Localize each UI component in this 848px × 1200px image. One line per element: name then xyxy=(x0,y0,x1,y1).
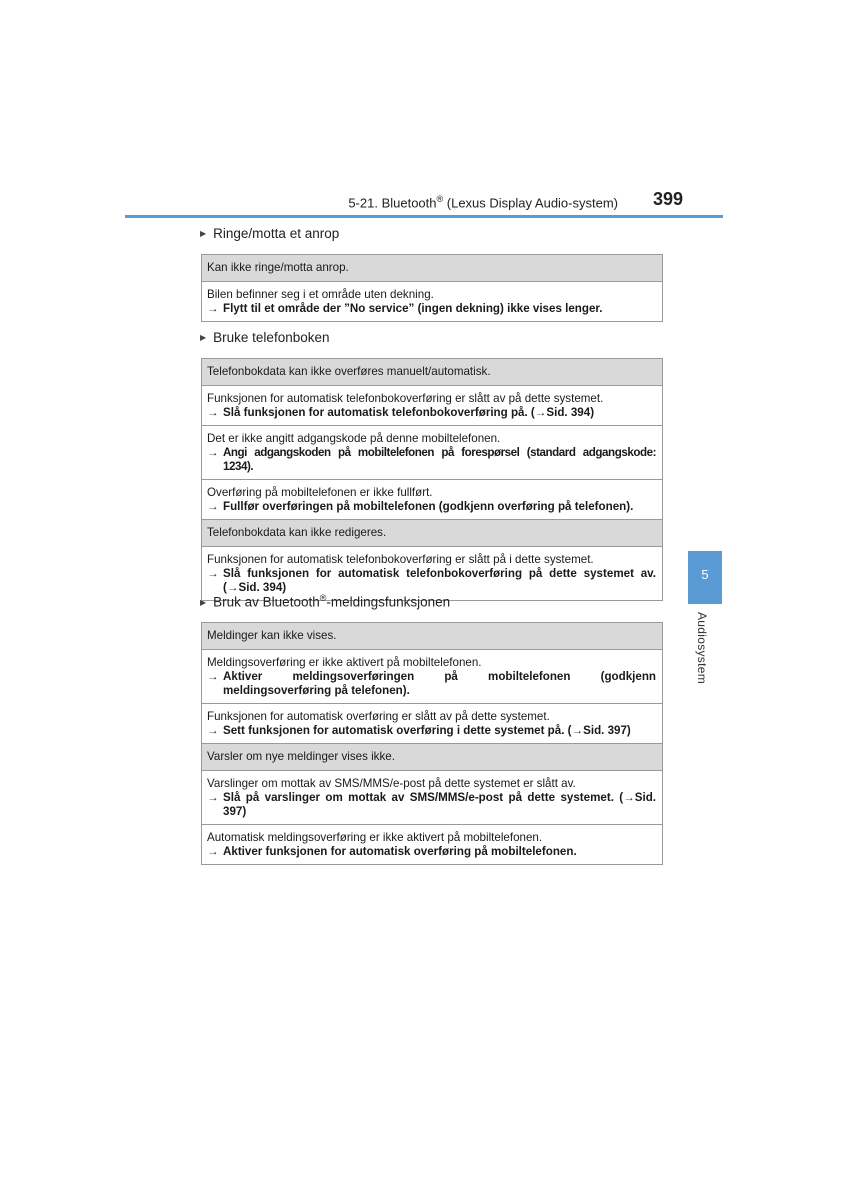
cause-text: Funksjonen for automatisk overføring er slått av på dette systemet. xyxy=(207,710,550,723)
table-calls xyxy=(201,254,663,322)
solution-cell xyxy=(202,825,663,865)
table-phonebook xyxy=(201,358,663,601)
section-heading-phonebook: ▶ Bruke telefonboken xyxy=(200,330,330,345)
table-row xyxy=(202,623,663,650)
problem-cell: Kan ikke ringe/motta anrop. xyxy=(202,255,663,282)
solution-cell xyxy=(202,771,663,825)
arrow-icon: → xyxy=(207,302,219,315)
action-text: → Slå funksjonen for automatisk telefonbokoverføring på dette systemet av. (→Sid. 394) xyxy=(207,567,656,594)
solution-cell xyxy=(202,704,663,744)
action-text: → Flytt til et område der ”No service” (ingen dekning) ikke vises lenger. xyxy=(207,302,603,315)
solution-cell xyxy=(202,480,663,520)
problem-cell: Meldinger kan ikke vises. xyxy=(202,623,663,650)
arrow-icon: → xyxy=(207,406,219,419)
table-row xyxy=(202,282,663,322)
arrow-icon: → xyxy=(207,791,219,804)
chapter-title: 5-21. Bluetooth® (Lexus Display Audio-system) xyxy=(348,194,618,211)
page-header xyxy=(125,186,723,216)
action-text: → Slå på varslinger om mottak av SMS/MMS/e-post på dette systemet. (→Sid. 397) xyxy=(207,791,656,818)
section-heading-calls: ▶ Ringe/motta et anrop xyxy=(200,226,340,241)
chapter-tab: 5 xyxy=(688,551,722,604)
cause-text: Funksjonen for automatisk telefonbokoverføring er slått på i dette systemet. xyxy=(207,553,594,566)
arrow-icon: → xyxy=(207,500,219,513)
solution-cell xyxy=(202,650,663,704)
page-number: 399 xyxy=(652,189,683,209)
table-messaging xyxy=(201,622,663,865)
arrow-icon: → xyxy=(207,446,219,459)
problem-cell: Telefonbokdata kan ikke overføres manuelt/automatisk. xyxy=(202,359,663,386)
table-row xyxy=(202,825,663,865)
arrow-icon: → xyxy=(207,567,219,580)
chapter-side-label: Audiosystem xyxy=(695,612,709,684)
table-row xyxy=(202,704,663,744)
header-rule xyxy=(125,215,723,218)
cause-text: Automatisk meldingsoverføring er ikke aktivert på mobiltelefonen. xyxy=(207,831,543,844)
table-row xyxy=(202,771,663,825)
solution-cell xyxy=(202,282,663,322)
cause-text: Bilen befinner seg i et område uten dekning. xyxy=(207,288,434,301)
table-row xyxy=(202,520,663,547)
problem-cell: Varsler om nye meldinger vises ikke. xyxy=(202,744,663,771)
arrow-icon: → xyxy=(207,670,219,683)
action-text: → Sett funksjonen for automatisk overføring i dette systemet på. (→Sid. 397) xyxy=(207,724,631,737)
table-row xyxy=(202,744,663,771)
cause-text: Overføring på mobiltelefonen er ikke fullført. xyxy=(207,486,433,499)
problem-cell: Telefonbokdata kan ikke redigeres. xyxy=(202,520,663,547)
table-row xyxy=(202,426,663,480)
cause-text: Funksjonen for automatisk telefonbokoverføring er slått av på dette systemet. xyxy=(207,392,604,405)
action-text: → Aktiver meldingsoverføringen på mobiltelefonen (godkjenn meldingsoverføring på telefonen). xyxy=(207,670,656,697)
section-heading-messaging: ▶ Bruk av Bluetooth®-meldingsfunksjonen xyxy=(200,593,451,610)
action-text: → Slå funksjonen for automatisk telefonbokoverføring på. (→Sid. 394) xyxy=(207,406,595,419)
table-row xyxy=(202,359,663,386)
cause-text: Det er ikke angitt adgangskode på denne mobiltelefonen. xyxy=(207,432,501,445)
table-row xyxy=(202,650,663,704)
table-row xyxy=(202,255,663,282)
triangle-bullet-icon: ▶ xyxy=(200,229,207,238)
table-row xyxy=(202,480,663,520)
cause-text: Varslinger om mottak av SMS/MMS/e-post på dette systemet er slått av. xyxy=(207,777,576,790)
action-text: → Fullfør overføringen på mobiltelefonen (godkjenn overføring på telefonen). xyxy=(207,500,634,513)
action-text: → Aktiver funksjonen for automatisk overføring på mobiltelefonen. xyxy=(207,845,577,858)
triangle-bullet-icon: ▶ xyxy=(200,333,207,342)
solution-cell xyxy=(202,386,663,426)
table-row xyxy=(202,386,663,426)
triangle-bullet-icon: ▶ xyxy=(200,597,207,607)
arrow-icon: → xyxy=(207,724,219,737)
solution-cell xyxy=(202,426,663,480)
arrow-icon: → xyxy=(207,845,219,858)
action-text: → Angi adgangskoden på mobiltelefonen på forespørsel (standard adgangskode: 1234). xyxy=(207,446,656,473)
cause-text: Meldingsoverføring er ikke aktivert på mobiltelefonen. xyxy=(207,656,482,669)
